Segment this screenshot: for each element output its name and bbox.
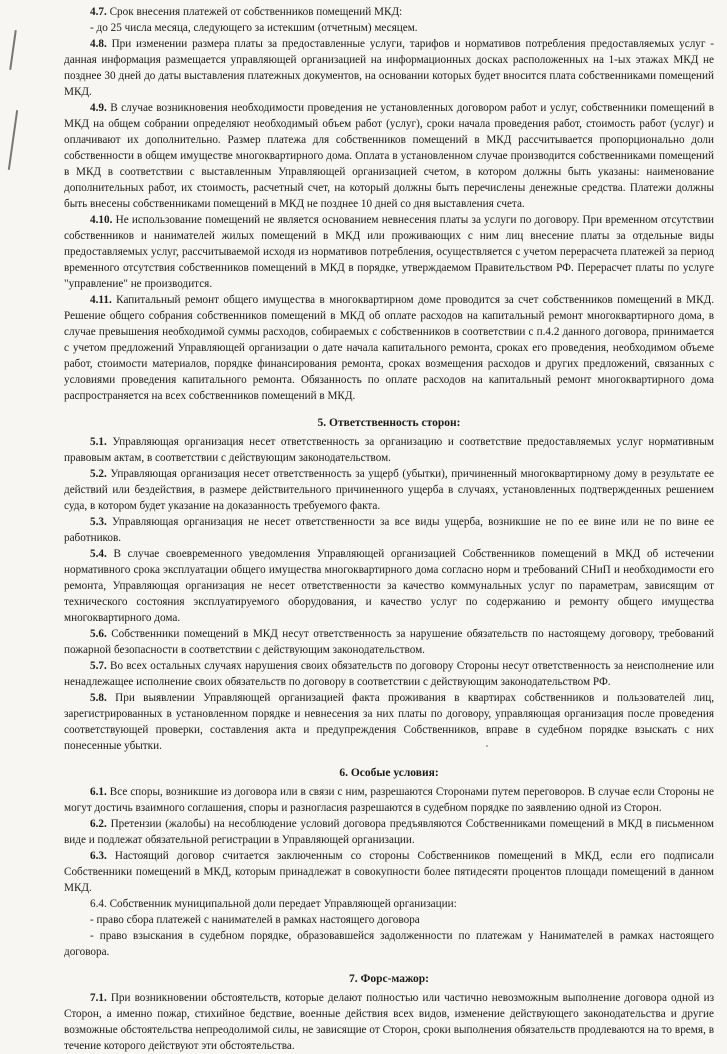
clause-7-1: 7.1. При возникновении обстоятельств, которые делают полностью или частично невозможным выполнение договора одной из Сторон, а именно пожар, стихийное бедствие, военные действия всех видов, изменение действующего законодательства и другие возможные обстоятельства непреодолимой силы, не зависящие от Сторон, сроки выполнения обязательств продлеваются на то время, в течение которого действуют эти обстоятельства.	[64, 992, 714, 1052]
clause-6-4: 6.4. Собственник муниципальной доли передает Управляющей организации:	[90, 898, 457, 910]
document-page	[64, 4, 714, 1054]
scan-mark	[9, 30, 17, 70]
clause-5-1: 5.1. Управляющая организация несет ответственность за организацию и соответствие предоставляемых услуг нормативным правовым актам, в соответствии с действующим законодательством.	[64, 436, 714, 464]
section-6	[64, 784, 714, 960]
clause-6-2: 6.2. Претензии (жалобы) на несоблюдение условий договора предъявляются Собственниками помещений в МКД в письменном виде и подлежат обязательной регистрации в Управляющей организации.	[64, 818, 714, 846]
clause-6-4-item-1: - право сбора платежей с нанимателей в рамках настоящего договора	[90, 914, 420, 926]
clause-4-11: 4.11. Капитальный ремонт общего имущества в многоквартирном доме проводится за счет собственников помещений в МКД. Решение общего собрания собственников помещений в МКД об оплате расходов на капитальный ремонт многоквартирного дома, в случае превышения необходимой суммы расходов, собираемых с собственников в соответствии с п.4.2 данного договора, принимается с учетом предложений Управляющей организации о дате начала капитального ремонта, сроках его проведения, необходимом объеме работ, стоимости материалов, порядке финансирования ремонта, сроках возмещения расходов и других предложений, связанных с условиями проведения капитального ремонта. Обязанность по оплате расходов на капитальный ремонт многоквартирного дома распространяется на всех собственников помещений в МКД.	[64, 294, 714, 402]
section-7-title: 7. Форс-мажор:	[349, 973, 429, 985]
clause-6-4-item-2: - право взыскания в судебном порядке, образовавшейся задолженности по платежам у Нанимателей в рамках настоящего договора.	[64, 930, 714, 958]
scan-mark	[8, 110, 18, 170]
clause-4-10: 4.10. Не использование помещений не является основанием невнесения платы за услуги по договору. При временном отсутствии собственников и нанимателей жилых помещений в МКД или проживающих с ним лиц внесение платы за отдельные виды предоставляемых услуг, рассчитываемой исходя из нормативов потребления, осуществляется с учетом перерасчета платежей за период временного отсутствия собственников помещений в МКД в порядке, утверждаемом Правительством РФ. Перерасчет платы по услуге "управление" не производится.	[64, 214, 714, 290]
clause-5-8: 5.8. При выявлении Управляющей организацией факта проживания в квартирах собственников и пользователей лиц, зарегистрированных в установленном порядке и невнесения за них платы по договору, управляющая организация после проведения соответствующей проверки, составления акта и предупреждения Собственников, вправе в судебном порядке взыскать с них понесенные убытки.	[64, 692, 714, 752]
clause-4-9: 4.9. В случае возникновения необходимости проведения не установленных договором работ и услуг, собственники помещений в МКД на общем собрании определяют необходимый объем работ (услуг), сроки начала проведения работ, стоимость работ (услуг) и оплачивают их дополнительно. Размер платежа для собственников помещений в МКД рассчитывается пропорционально доли собственности в общем имуществе многоквартирного дома. Оплата в установленном случае производится собственниками помещений в МКД в соответствии с выставленным Управляющей организацией счетом, в котором должны быть указаны: наименование дополнительных работ, их стоимость, расчетный счет, на который должны быть перечислены денежные средства. Платежи должны быть внесены собственниками помещений в МКД не позднее 10 дней со дня выставления счета.	[64, 102, 714, 210]
clause-5-6: 5.6. Собственники помещений в МКД несут ответственность за нарушение обязательств по настоящему договору, требований пожарной безопасности в соответствии с действующим законодательством.	[64, 628, 714, 656]
clause-6-1: 6.1. Все споры, возникшие из договора или в связи с ним, разрешаются Сторонами путем переговоров. В случае если Стороны не могут достичь взаимного соглашения, споры и разногласия разрешаются в судебном порядке по заявлению одной из Сторон.	[64, 786, 714, 814]
section-7	[64, 990, 714, 1054]
clause-4-8: 4.8. При изменении размера платы за предоставленные услуги, тарифов и нормативов потребления предоставляемых услуг - данная информация размещается управляющей организацией на информационных досках расположенных на 1-ых этажах МКД не позднее 30 дней до даты выставления платежных документов, на основании которых будет вносится плата собственниками помещений МКД.	[64, 38, 714, 98]
clause-5-3: 5.3. Управляющая организация не несет ответственности за все виды ущерба, возникшие не по ее вине или не по вине ее работников.	[64, 516, 714, 544]
section-6-title: 6. Особые условия:	[339, 767, 439, 779]
clause-5-2: 5.2. Управляющая организация несет ответственность за ущерб (убытки), причиненный многоквартирному дому в результате ее действий или бездействия, в размере действительного причиненного ущерба в случаях, установленных подтвержденных решением суда, в котором будет указание на доказанность требуемого факта.	[64, 468, 714, 512]
clause-5-4: 5.4. В случае своевременного уведомления Управляющей организацией Собственников помещений в МКД об истечении нормативного срока эксплуатации общего имущества многоквартирного дома согласно норм и требований СНиП и необходимости его ремонта, Управляющая организация не несет ответственности за качество коммунальных услуг по параметрам, зависящим от технического состояния эксплуатируемого оборудования, и качество услуг по содержанию и ремонту общего имущества многоквартирного дома.	[64, 548, 714, 624]
section-5	[64, 434, 714, 754]
clause-5-7: 5.7. Во всех остальных случаях нарушения своих обязательств по договору Стороны несут ответственность за неисполнение или ненадлежащее исполнение своих обязательств по договору в соответствии с действующим законодательством РФ.	[64, 660, 714, 688]
clause-6-3: 6.3. Настоящий договор считается заключенным со стороны Собственников помещений в МКД, если его подписали Собственники помещений в МКД, которым принадлежат в совокупности более пятидесяти процентов площади помещений в данном МКД.	[64, 850, 714, 894]
clause-4-7: 4.7. Срок внесения платежей от собственников помещений МКД:	[90, 6, 403, 18]
section-5-title: 5. Ответственность сторон:	[317, 417, 461, 429]
clause-4-7-term: - до 25 числа месяца, следующего за истекшим (отчетным) месяцем.	[90, 22, 418, 34]
section-4-continued	[64, 4, 714, 404]
